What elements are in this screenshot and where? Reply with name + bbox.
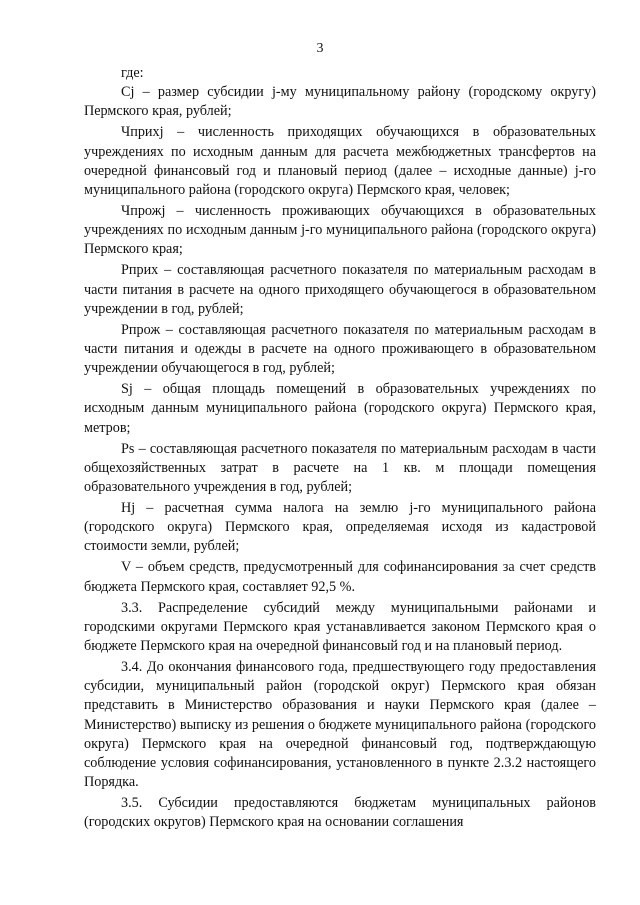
- definition-hj: Hj – расчетная сумма налога на землю j-го муниципального района (городского округа) Пермского края, определяемая исходя из кадастровой стоимости земли, рублей;: [84, 500, 596, 555]
- document-body: [84, 64, 596, 834]
- paragraph-where: где:: [121, 65, 144, 81]
- page-number: 3: [316, 41, 324, 56]
- definition-rprikh: Рприх – составляющая расчетного показателя по материальным расходам в части питания в расчете на одного приходящего обучающегося в образовательном учреждении в год, рублей;: [84, 262, 596, 317]
- definition-ps: Ps – составляющая расчетного показателя по материальным расходам в части общехозяйственных затрат в расчете на 1 кв. м площади помещения образовательного учреждения в год, рублей;: [84, 440, 596, 496]
- definition-cj: Cj – размер субсидии j-му муниципальному району (городскому округу) Пермского края, рублей;: [84, 84, 596, 120]
- definition-v: V – объем средств, предусмотренный для софинансирования за счет средств бюджета Пермского края, составляет 92,5 %.: [84, 559, 596, 595]
- definition-rprozh: Рпрож – составляющая расчетного показателя по материальным расходам в части питания и одежды в расчете на одного проживающего в образовательном учреждении обучающегося в год, рублей;: [84, 321, 596, 377]
- definition-chprozh: Чпрожj – численность проживающих обучающихся в образовательных учреждениях по исходным данным j-го муниципального района (городского округа) Пермского края;: [84, 203, 596, 258]
- clause-3-5: 3.5. Субсидии предоставляются бюджетам муниципальных районов (городских округов) Пермского края на основании соглашения: [84, 795, 596, 831]
- definition-sj: Sj – общая площадь помещений в образовательных учреждениях по исходным данным муниципального района (городского округа) Пермского края, метров;: [84, 381, 596, 436]
- definition-chprikh: Чприхj – численность приходящих обучающихся в образовательных учреждениях по исходным данным для расчета межбюджетных трансфертов на очередной финансовый год и плановый период (далее – исходные данные) j-го муниципального района (городского округа) Пермского края, человек;: [84, 124, 596, 199]
- clause-3-3: 3.3. Распределение субсидий между муниципальными районами и городскими округами Пермского края устанавливается законом Пермского края о бюджете Пермского края на очередной финансовый год и на плановый период.: [84, 599, 596, 655]
- clause-3-4: 3.4. До окончания финансового года, предшествующего году предоставления субсидии, муниципальный район (городской округ) Пермского края обязан представить в Министерство образования и науки Пермского края (далее – Министерство) выписку из решения о бюджете муниципального района (городского округа) Пермского края на очередной финансовый год, подтверждающую соблюдение условия софинансирования, установленного в пункте 2.3.2 настоящего Порядка.: [84, 659, 596, 791]
